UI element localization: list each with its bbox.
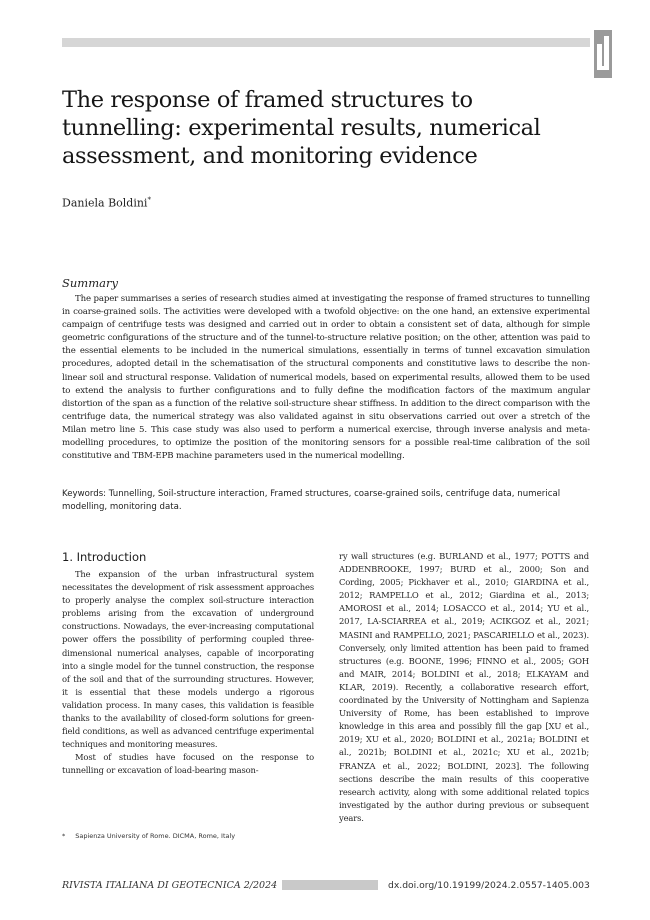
author-line	[62, 196, 151, 210]
keywords: Keywords: Tunnelling, Soil-structure interaction, Framed structures, coarse-grained soils, centrifuge data, numerical modelling, monitoring data.	[62, 489, 561, 512]
column-left	[62, 550, 314, 778]
journal-footer: RIVISTA ITALIANA DI GEOTECNICA 2/2024	[62, 880, 278, 891]
footnote-marker: *	[62, 832, 66, 840]
footnote-text: Sapienza University of Rome. DICMA, Rome, Italy	[75, 832, 236, 840]
journal-logo-icon	[594, 30, 612, 78]
header-rule	[62, 38, 590, 47]
column-right-text: ry wall structures (e.g. BURLAND et al., 1977; POTTS and ADDENBROOKE, 1997; BURD et al., 2000; Son and Cording, 2005; Pickhaver et al., 2010; GIARDINA et al., 2012; RAMPELLO et al., 2012; Giardina et al., 2013; AMOROSI et al., 2014; LOSACCO et al., 2014; YU et al., 2017, LA-SCIARREA et al., 2019; ACIKGOZ et al., 2021; MASINI and RAMPELLO, 2021; PASCARIELLO et al., 2023). Conversely, only limited attention has been paid to framed structures (e.g. BOONE, 1996; FINNO et al., 2005; GOH and MAIR, 2014; BOLDINI et al., 2018; ELKAYAM and KLAR, 2019). Recently, a collaborative research effort, coordinated by the University of Nottingham and Sapienza University of Rome, has been established to improve knowledge in this area and possibly fill the gap [XU et al., 2019; XU et al., 2020; BOLDINI et al., 2021a; BOLDINI et al., 2021b; BOLDINI et al., 2021c; XU et al., 2021b; FRANZA et al., 2022; BOLDINI, 2023]. The following sections describe the main results of this cooperative research activity, along with some additional related topics investigated by the author during previous or subsequent years.	[339, 551, 589, 823]
author-affiliation-marker: *	[147, 196, 151, 204]
summary-text: The paper summarises a series of research studies aimed at investigating the response of framed structures to tunnelling in coarse-grained soils. The activities were developed with a twofold objective: on the one hand, an extensive experimental campaign of centrifuge tests was designed and carried out in order to obtain a consistent set of data, although for simple geometric configurations of the structure and of the tunnel-to-structure relative position; on the other, attention was paid to the essential elements to be included in the numerical simulations, essentially in terms of tunnel excavation simulation procedures, adopted detail in the schematisation of the structural components and constitutive laws to describe the non-linear soil and structural response. Validation of numerical models, based on experimental results, allowed them to be used to extend the analysis to further configurations and to fully define the modification factors of the maximum angular distortion of the span as a function of the relative soil-structure shear stiffness. In addition to the direct comparison with the centrifuge data, the numerical strategy was also validated against in situ observations carried out over a stretch of the Milan metro line 5. This case study was also used to perform a numerical exercise, through inverse analysis and meta-modelling procedures, to optimize the position of the monitoring sensors for a possible real-time calibration of the soil constitutive and TBM-EPB machine parameters used in the numerical modelling.	[62, 294, 590, 462]
footer-rule	[282, 880, 378, 890]
intro-paragraph-2: Most of studies have focused on the response to tunnelling or excavation of load-bearing mason-	[62, 752, 314, 776]
intro-paragraph-1: The expansion of the urban infrastructural system necessitates the development of risk assessment approaches to properly analyse the complex soil-structure interaction problems arising from the excavation of underground constructions. Nowadays, the ever-increasing computational power offers the possibility of performing coupled three-dimensional numerical analyses, capable of incorporating into a single model for the tunnel construction, the response of the soil and that of the surrounding structures. However, it is essential that these models undergo a rigorous validation process. In many cases, this validation is feasible thanks to the availability of closed-form solutions for green-field conditions, as well as advanced centrifuge experimental techniques and monitoring measures.	[62, 569, 314, 750]
summary-heading: Summary	[62, 276, 118, 290]
paper-title: The response of framed structures to tunnelling: experimental results, numerical assessment, and monitoring evidence	[62, 87, 541, 169]
affiliation-footnote	[62, 832, 235, 840]
section-heading-introduction: 1. Introduction	[62, 550, 147, 564]
doi-link[interactable]: dx.doi.org/10.19199/2024.2.0557-1405.003	[388, 880, 590, 891]
author-name: Daniela Boldini	[62, 196, 148, 210]
